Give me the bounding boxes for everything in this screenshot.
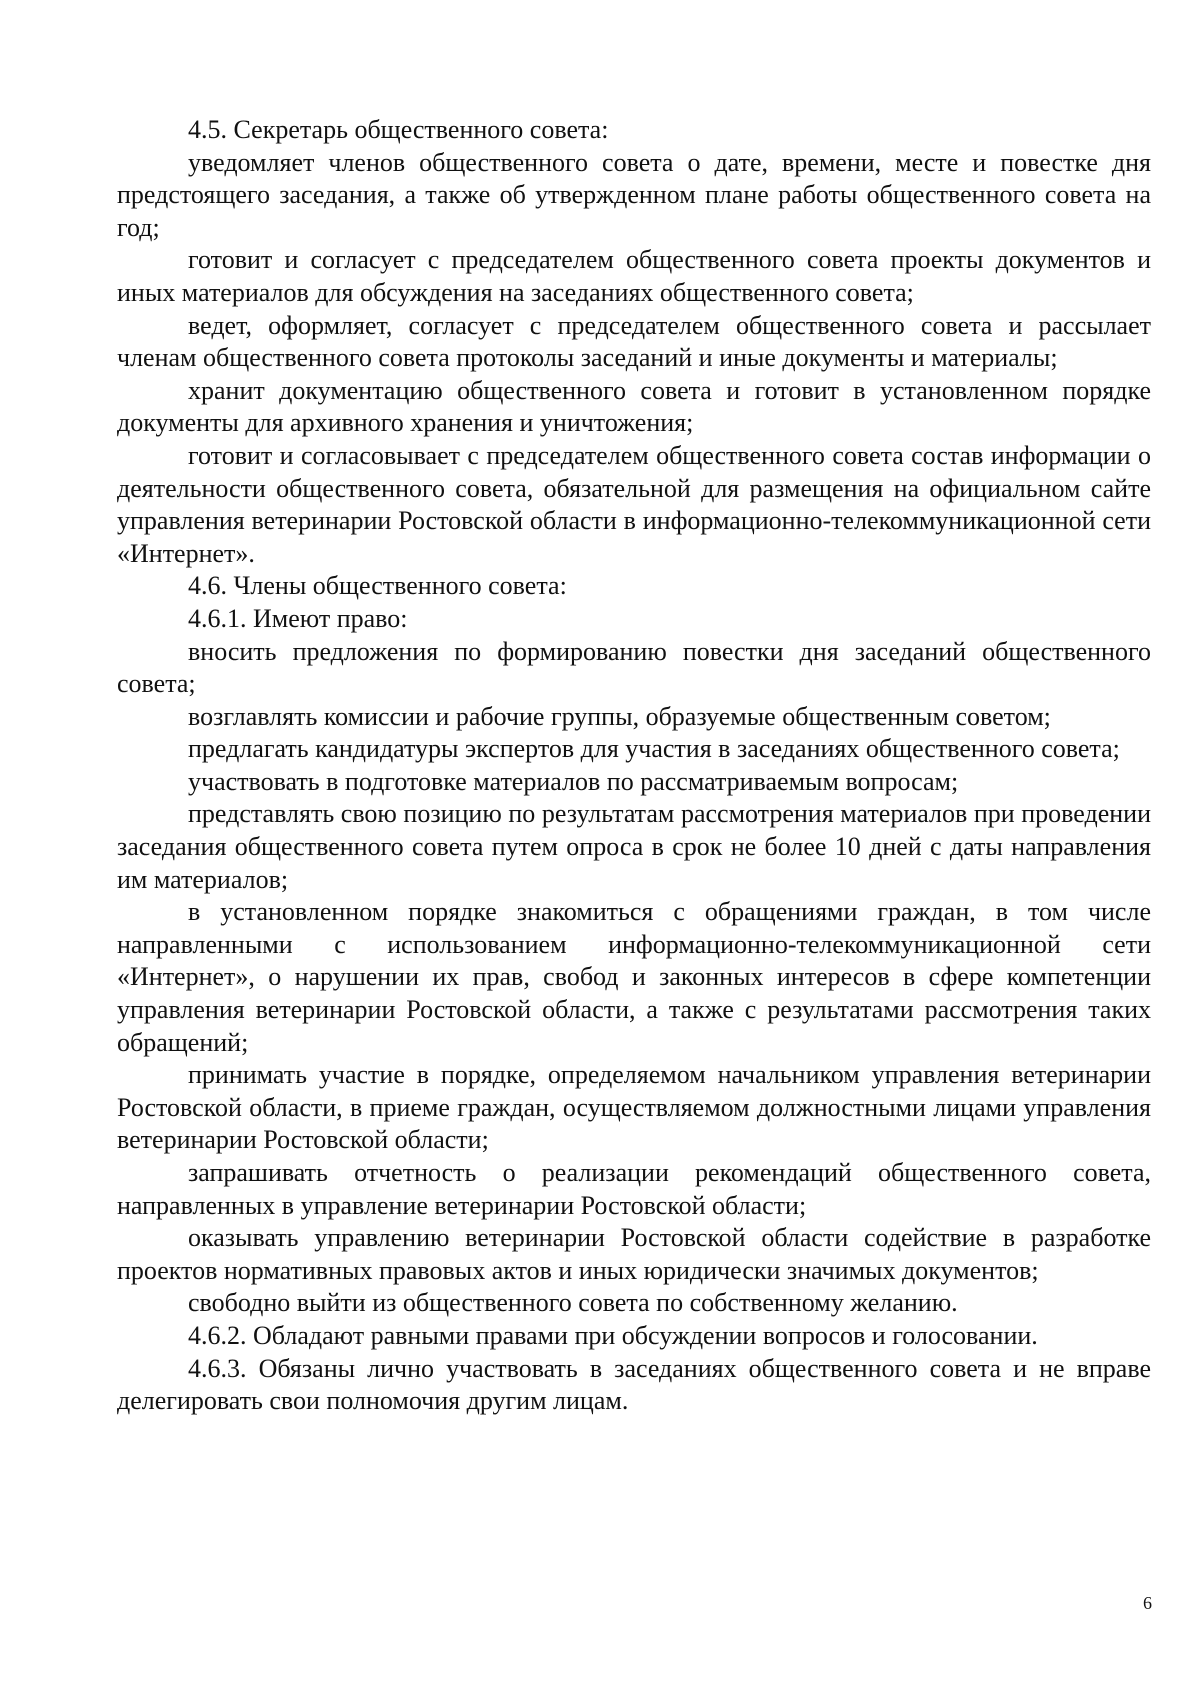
paragraph: 4.5. Секретарь общественного совета: (188, 115, 609, 144)
paragraph: предлагать кандидатуры экспертов для участия в заседаниях общественного совета; (188, 734, 1120, 764)
paragraph: участвовать в подготовке материалов по рассматриваемым вопросам; (188, 766, 959, 796)
document-body (117, 114, 1151, 1418)
paragraph: в установленном порядке знакомиться с обращениями граждан, в том числе направленными с использованием информационно-телекоммуникационной сети «Интернет», о нарушении их прав, свобод и законных интересов в сфере компетенции управления ветеринарии Ростовской области, а также с результатами рассмотрения таких обращений; (117, 897, 1151, 1057)
paragraph: вносить предложения по формированию повестки дня заседаний общественного совета; (117, 636, 1151, 699)
paragraph: свободно выйти из общественного совета по собственному желанию. (188, 1288, 958, 1318)
paragraph: представлять свою позицию по результатам рассмотрения материалов при проведении заседания общественного совета путем опроса в срок не более 10 дней с даты направления им материалов; (117, 799, 1151, 894)
paragraph: готовит и согласует с председателем общественного совета проекты документов и иных материалов для обсуждения на заседаниях общественного совета; (117, 245, 1151, 307)
subsection-heading: 4.6.1. Имеют право: (188, 603, 408, 633)
section-heading: 4.6. Члены общественного совета: (188, 571, 567, 601)
paragraph: принимать участие в порядке, определяемом начальником управления ветеринарии Ростовской области, в приеме граждан, осуществляемом должностными лицами управления ветеринарии Ростовской области; (117, 1060, 1151, 1155)
paragraph: оказывать управлению ветеринарии Ростовской области содействие в разработке проектов нормативных правовых актов и иных юридически значимых документов; (117, 1223, 1151, 1285)
paragraph: запрашивать отчетность о реализации рекомендаций общественного совета, направленных в управление ветеринарии Ростовской области; (117, 1158, 1151, 1220)
paragraph: уведомляет членов общественного совета о дате, времени, месте и повестке дня предстоящего заседания, а также об утвержденном плане работы общественного совета на год; (117, 147, 1151, 242)
paragraph: возглавлять комиссии и рабочие группы, образуемые общественным советом; (188, 701, 1051, 731)
paragraph: готовит и согласовывает с председателем общественного совета состав информации о деятельности общественного совета, обязательной для размещения на официальном сайте управления ветеринарии Ростовской области в информационно-телекоммуникационной сети «Интернет». (117, 440, 1151, 568)
page-number: 6 (1143, 1593, 1152, 1613)
paragraph: 4.6.3. Обязаны лично участвовать в заседаниях общественного совета и не вправе делегировать свои полномочия другим лицам. (117, 1353, 1151, 1416)
paragraph: ведет, оформляет, согласует с председателем общественного совета и рассылает членам общественного совета протоколы заседаний и иные документы и материалы; (117, 310, 1151, 373)
paragraph: 4.6.2. Обладают равными правами при обсуждении вопросов и голосовании. (188, 1320, 1038, 1350)
paragraph: хранит документацию общественного совета и готовит в установленном порядке документы для архивного хранения и уничтожения; (117, 375, 1151, 438)
